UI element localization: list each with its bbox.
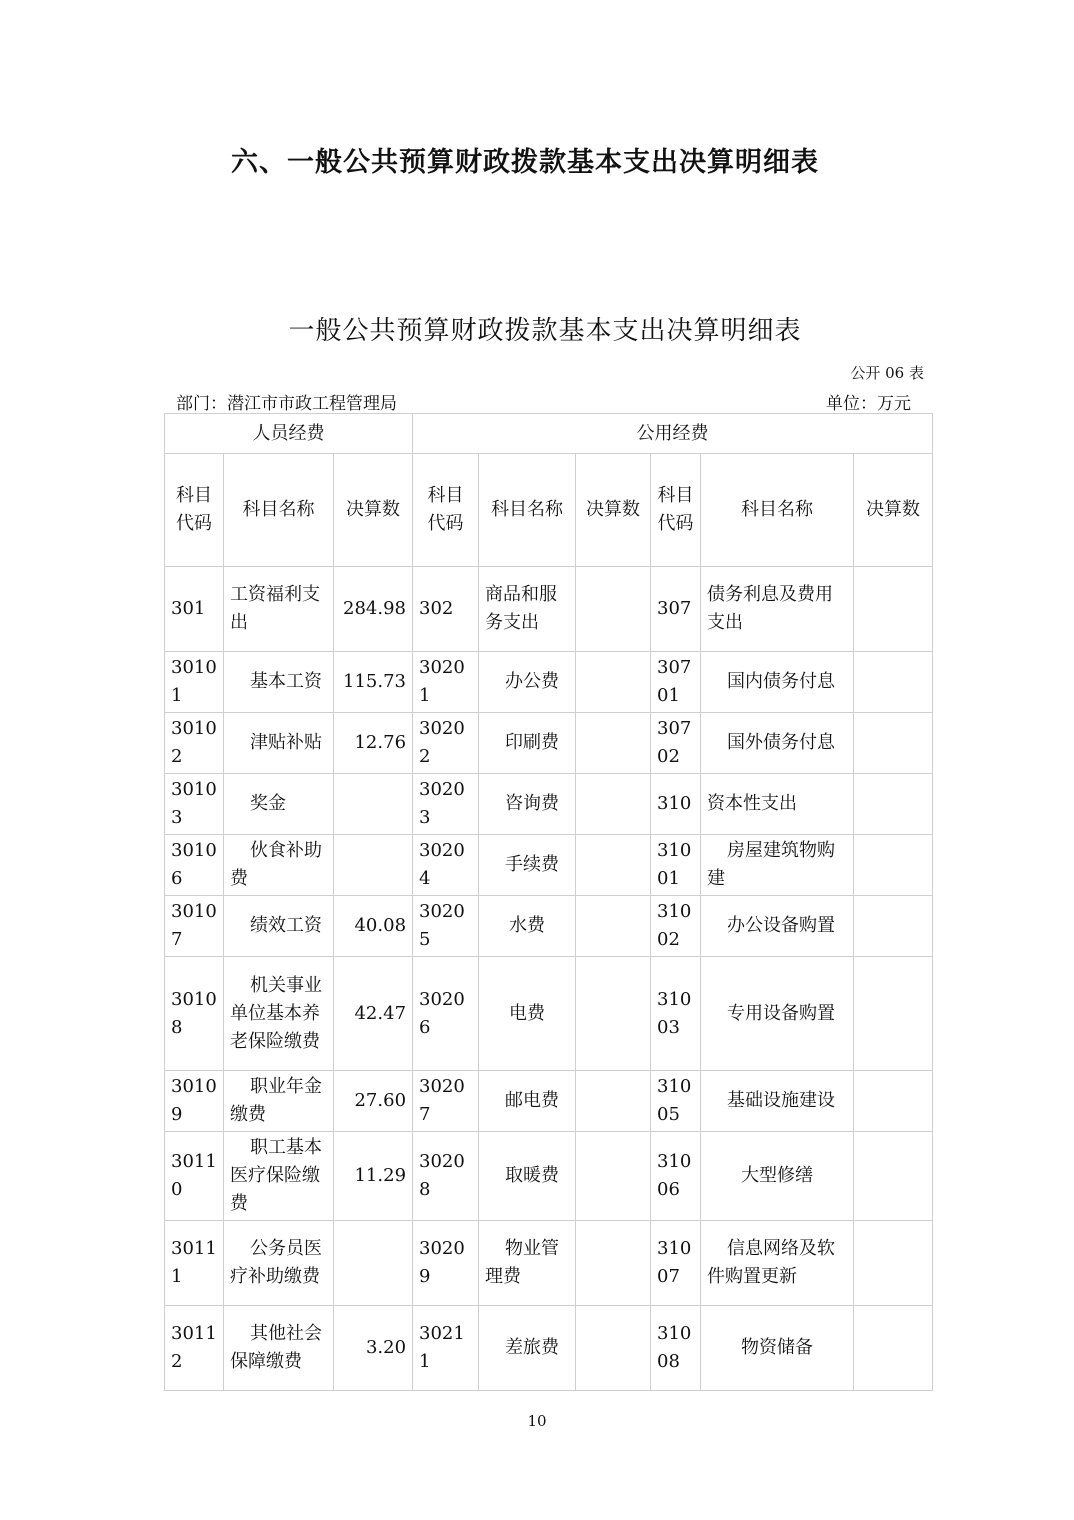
g-name-cell: 商品和服务支出 xyxy=(479,567,576,652)
header-other-amount: 决算数 xyxy=(854,454,933,567)
g-amount-cell xyxy=(576,652,651,713)
table-row xyxy=(165,1306,933,1391)
o-code-cell: 31003 xyxy=(651,957,701,1071)
g-amount-cell xyxy=(576,774,651,835)
g-amount-cell xyxy=(576,957,651,1071)
o-name-cell: 基础设施建设 xyxy=(701,1071,854,1132)
header-code: 科目代码 xyxy=(165,454,224,567)
g-code-cell: 30207 xyxy=(413,1071,479,1132)
g-amount-cell xyxy=(576,713,651,774)
o-name-cell: 国外债务付息 xyxy=(701,713,854,774)
header-other-code: 科目代码 xyxy=(651,454,701,567)
o-code-cell: 31002 xyxy=(651,896,701,957)
p-code-cell: 30110 xyxy=(165,1132,224,1221)
p-amount-cell: 115.73 xyxy=(334,652,413,713)
o-amount-cell xyxy=(854,567,933,652)
p-code-cell: 30108 xyxy=(165,957,224,1071)
o-amount-cell xyxy=(854,957,933,1071)
g-code-cell: 30205 xyxy=(413,896,479,957)
g-name-cell: 物业管理费 xyxy=(479,1221,576,1306)
p-amount-cell: 42.47 xyxy=(334,957,413,1071)
p-name-cell: 工资福利支出 xyxy=(224,567,334,652)
g-amount-cell xyxy=(576,896,651,957)
g-code-cell: 302 xyxy=(413,567,479,652)
g-name-cell: 咨询费 xyxy=(479,774,576,835)
g-name-cell: 取暖费 xyxy=(479,1132,576,1221)
table-row xyxy=(165,835,933,896)
g-code-cell: 30208 xyxy=(413,1132,479,1221)
p-name-cell: 伙食补助费 xyxy=(224,835,334,896)
table-row xyxy=(165,567,933,652)
o-code-cell: 31001 xyxy=(651,835,701,896)
p-amount-cell: 3.20 xyxy=(334,1306,413,1391)
g-name-cell: 邮电费 xyxy=(479,1071,576,1132)
o-code-cell: 31007 xyxy=(651,1221,701,1306)
g-name-cell: 电费 xyxy=(479,957,576,1071)
g-amount-cell xyxy=(576,1132,651,1221)
table-row xyxy=(165,1071,933,1132)
o-code-cell: 30702 xyxy=(651,713,701,774)
o-name-cell: 房屋建筑物购建 xyxy=(701,835,854,896)
p-code-cell: 30101 xyxy=(165,652,224,713)
p-amount-cell: 27.60 xyxy=(334,1071,413,1132)
o-name-cell: 大型修缮 xyxy=(701,1132,854,1221)
o-name-cell: 资本性支出 xyxy=(701,774,854,835)
o-name-cell: 办公设备购置 xyxy=(701,896,854,957)
table-row xyxy=(165,652,933,713)
p-code-cell: 30102 xyxy=(165,713,224,774)
header-other-name: 科目名称 xyxy=(701,454,854,567)
p-name-cell: 津贴补贴 xyxy=(224,713,334,774)
p-name-cell: 机关事业单位基本养老保险缴费 xyxy=(224,957,334,1071)
g-amount-cell xyxy=(576,567,651,652)
unit-label: 单位：万元 xyxy=(826,394,911,414)
table-row xyxy=(165,1221,933,1306)
o-code-cell: 307 xyxy=(651,567,701,652)
p-name-cell: 职业年金缴费 xyxy=(224,1071,334,1132)
o-name-cell: 信息网络及软件购置更新 xyxy=(701,1221,854,1306)
g-code-cell: 30204 xyxy=(413,835,479,896)
p-name-cell: 基本工资 xyxy=(224,652,334,713)
g-code-cell: 30206 xyxy=(413,957,479,1071)
g-name-cell: 水费 xyxy=(479,896,576,957)
p-amount-cell: 284.98 xyxy=(334,567,413,652)
g-name-cell: 办公费 xyxy=(479,652,576,713)
form-number: 公开 06 表 xyxy=(850,364,924,382)
o-amount-cell xyxy=(854,1306,933,1391)
o-amount-cell xyxy=(854,896,933,957)
o-code-cell: 31006 xyxy=(651,1132,701,1221)
g-code-cell: 30211 xyxy=(413,1306,479,1391)
page-number: 10 xyxy=(527,1412,547,1430)
g-amount-cell xyxy=(576,1221,651,1306)
table-row xyxy=(165,957,933,1071)
o-name-cell: 国内债务付息 xyxy=(701,652,854,713)
p-amount-cell xyxy=(334,774,413,835)
o-name-cell: 物资储备 xyxy=(701,1306,854,1391)
o-amount-cell xyxy=(854,774,933,835)
o-name-cell: 债务利息及费用支出 xyxy=(701,567,854,652)
g-code-cell: 30209 xyxy=(413,1221,479,1306)
section-title: 六、一般公共预算财政拨款基本支出决算明细表 xyxy=(231,147,819,178)
header-name: 科目名称 xyxy=(224,454,334,567)
g-name-cell: 手续费 xyxy=(479,835,576,896)
p-name-cell: 公务员医疗补助缴费 xyxy=(224,1221,334,1306)
p-name-cell: 奖金 xyxy=(224,774,334,835)
p-code-cell: 30109 xyxy=(165,1071,224,1132)
p-code-cell: 30111 xyxy=(165,1221,224,1306)
p-code-cell: 30106 xyxy=(165,835,224,896)
p-name-cell: 职工基本医疗保险缴费 xyxy=(224,1132,334,1221)
g-amount-cell xyxy=(576,835,651,896)
o-code-cell: 31008 xyxy=(651,1306,701,1391)
table-row xyxy=(165,713,933,774)
p-code-cell: 30107 xyxy=(165,896,224,957)
g-name-cell: 印刷费 xyxy=(479,713,576,774)
table-row xyxy=(165,774,933,835)
table-title: 一般公共预算财政拨款基本支出决算明细表 xyxy=(288,316,802,346)
o-amount-cell xyxy=(854,835,933,896)
g-code-cell: 30203 xyxy=(413,774,479,835)
p-amount-cell xyxy=(334,1221,413,1306)
o-amount-cell xyxy=(854,1221,933,1306)
o-code-cell: 30701 xyxy=(651,652,701,713)
table-row xyxy=(165,1132,933,1221)
o-amount-cell xyxy=(854,652,933,713)
o-code-cell: 31005 xyxy=(651,1071,701,1132)
p-amount-cell: 11.29 xyxy=(334,1132,413,1221)
personnel-group-header: 人员经费 xyxy=(165,414,413,454)
o-amount-cell xyxy=(854,713,933,774)
g-code-cell: 30201 xyxy=(413,652,479,713)
header-public-code: 科目代码 xyxy=(413,454,479,567)
g-code-cell: 30202 xyxy=(413,713,479,774)
p-name-cell: 绩效工资 xyxy=(224,896,334,957)
department-label: 部门：潜江市市政工程管理局 xyxy=(176,394,397,414)
p-amount-cell xyxy=(334,835,413,896)
p-amount-cell: 40.08 xyxy=(334,896,413,957)
g-amount-cell xyxy=(576,1071,651,1132)
p-code-cell: 30112 xyxy=(165,1306,224,1391)
header-amount: 决算数 xyxy=(334,454,413,567)
table-row xyxy=(165,896,933,957)
header-public-amount: 决算数 xyxy=(576,454,651,567)
p-code-cell: 30103 xyxy=(165,774,224,835)
o-amount-cell xyxy=(854,1132,933,1221)
expenditure-table xyxy=(164,413,933,1391)
public-group-header: 公用经费 xyxy=(413,414,933,454)
p-code-cell: 301 xyxy=(165,567,224,652)
o-code-cell: 310 xyxy=(651,774,701,835)
g-name-cell: 差旅费 xyxy=(479,1306,576,1391)
o-name-cell: 专用设备购置 xyxy=(701,957,854,1071)
o-amount-cell xyxy=(854,1071,933,1132)
header-public-name: 科目名称 xyxy=(479,454,576,567)
g-amount-cell xyxy=(576,1306,651,1391)
p-amount-cell: 12.76 xyxy=(334,713,413,774)
p-name-cell: 其他社会保障缴费 xyxy=(224,1306,334,1391)
